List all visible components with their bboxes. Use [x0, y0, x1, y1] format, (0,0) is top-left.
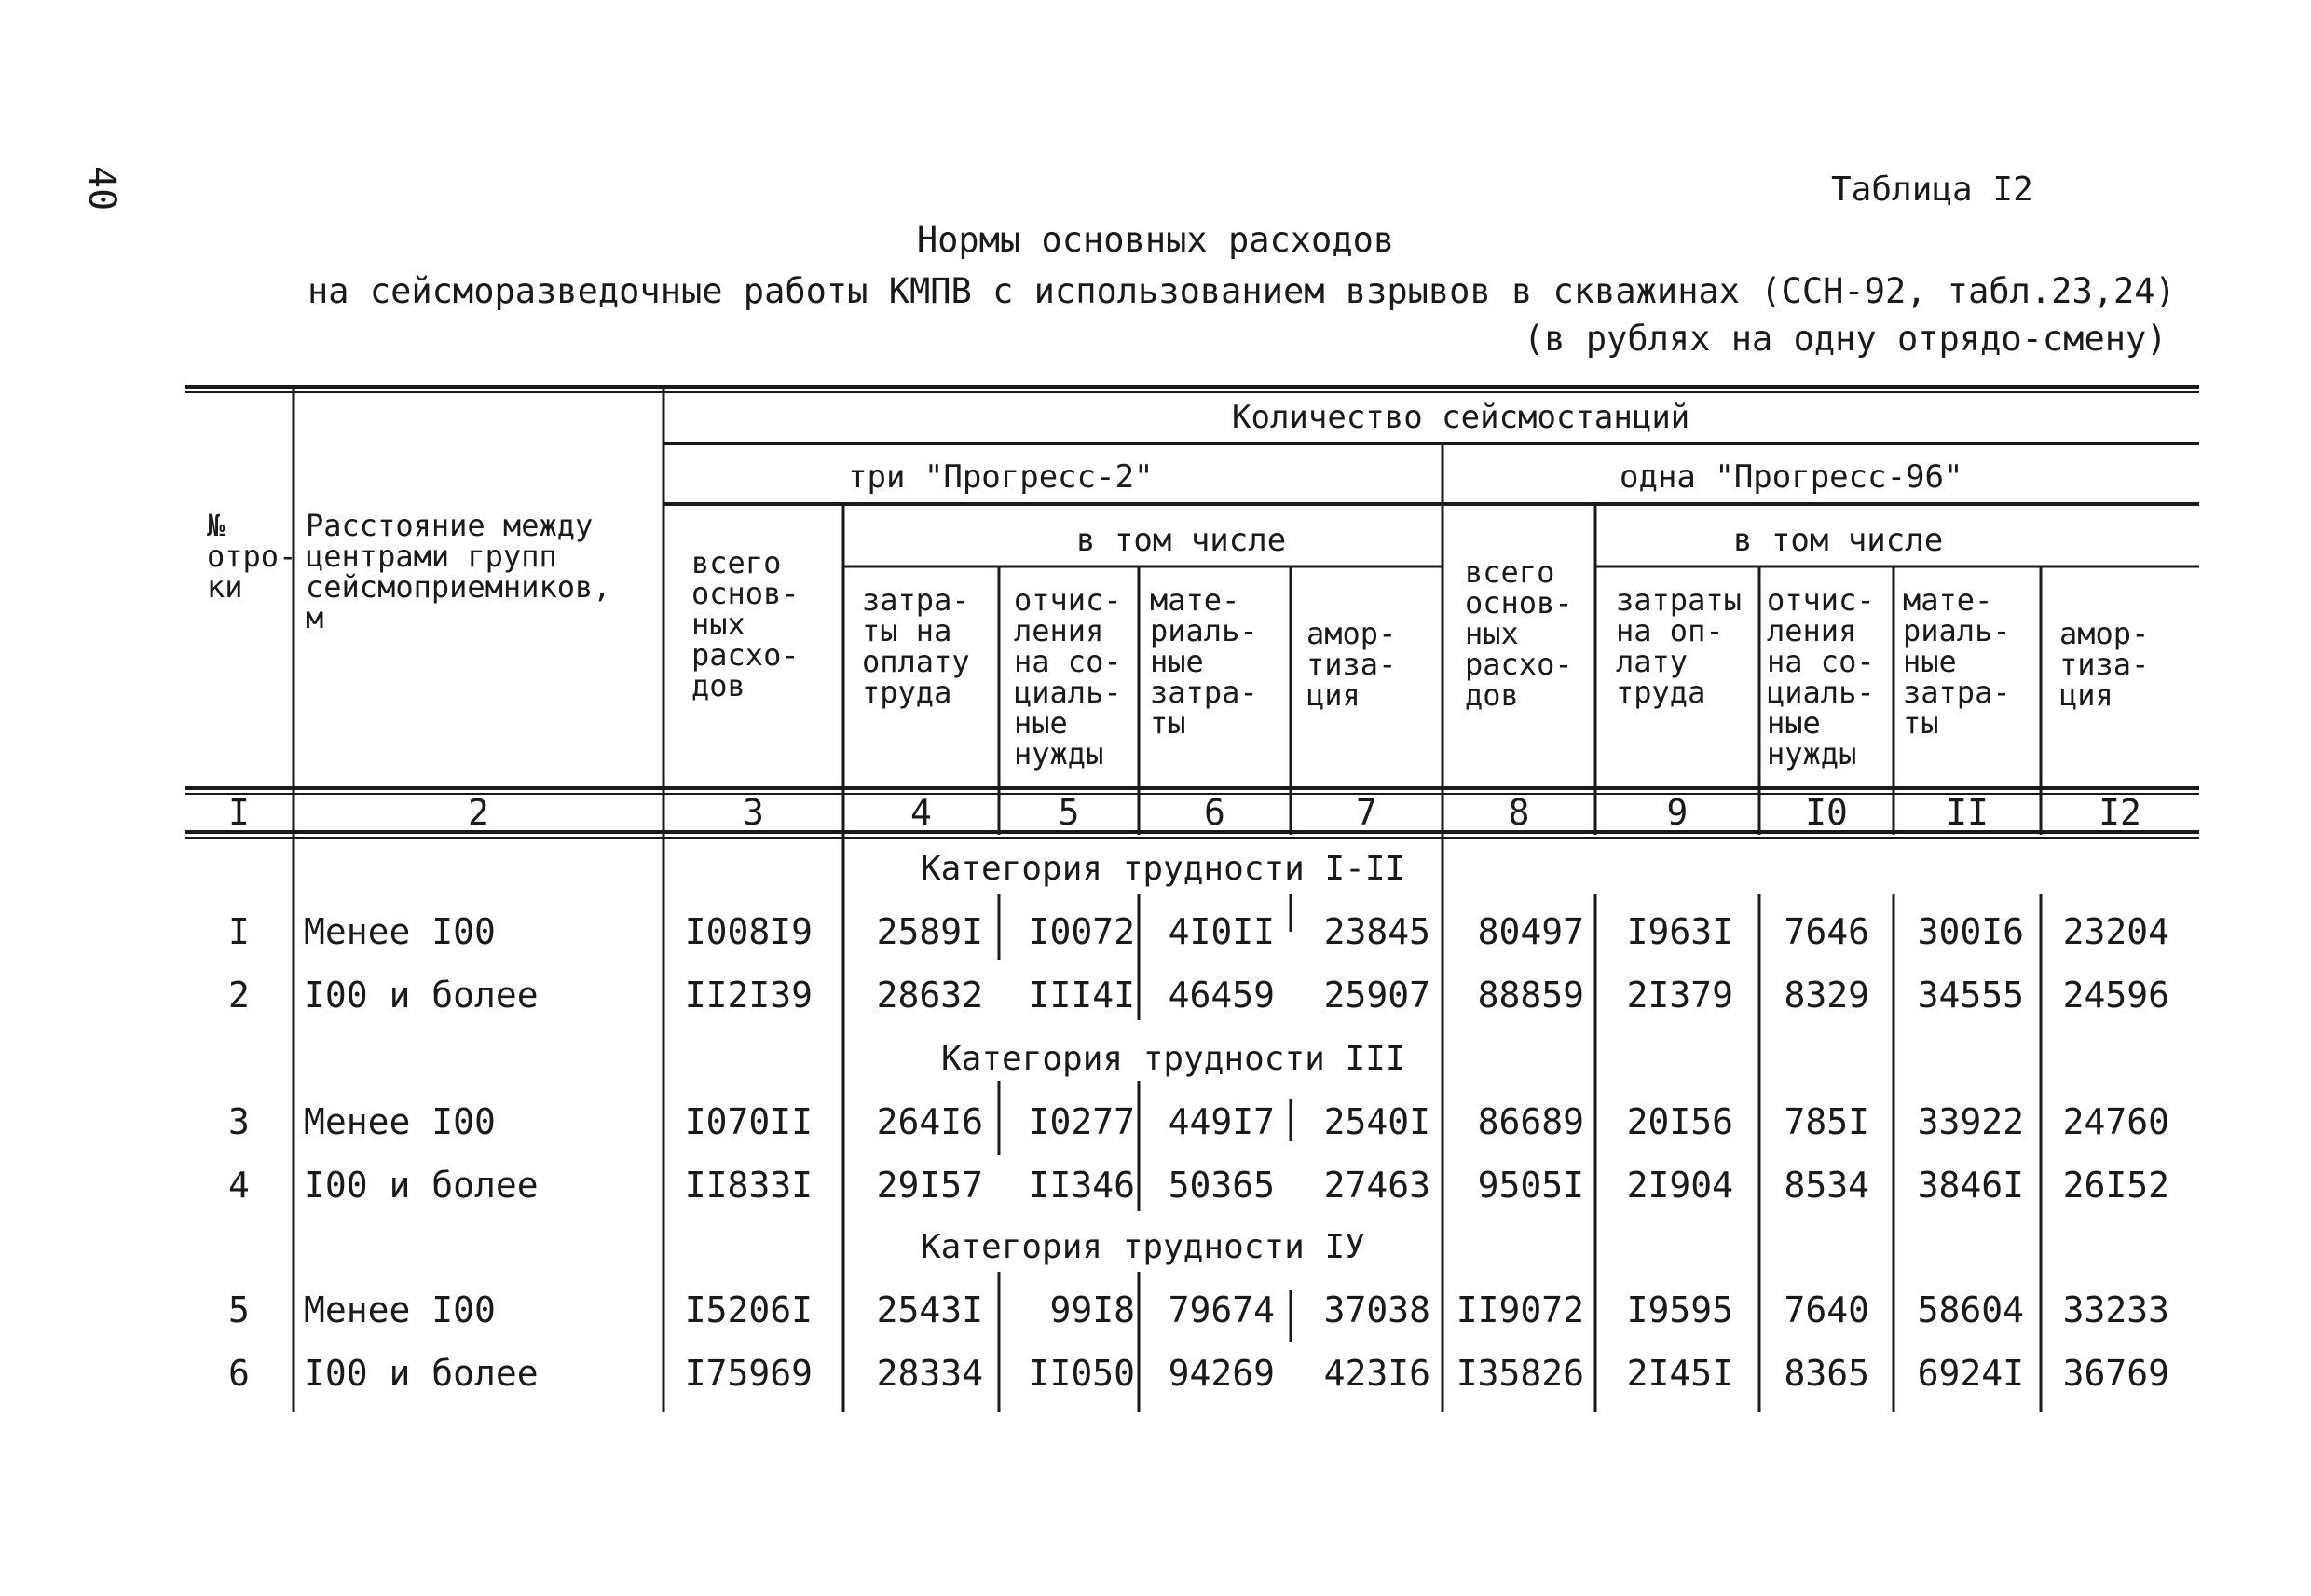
amortization-a-cell: 2540I [1323, 1101, 1430, 1142]
distance-cell: Менее I00 [304, 1289, 496, 1330]
column-number: I [228, 792, 250, 833]
header-material-b: мате- риаль- ные затра- ты [1903, 582, 2011, 741]
column-number: 7 [1356, 792, 1377, 833]
labor-b-cell: I9595 [1626, 1289, 1733, 1330]
row-number: 6 [228, 1353, 250, 1394]
distance-cell: I00 и более [304, 1165, 539, 1206]
material-a-cell: 79674 [1168, 1289, 1275, 1330]
header-stations: Количество сейсмостанций [1232, 399, 1690, 436]
category-heading: Категория трудности I-II [921, 850, 1406, 888]
amortization-b-cell: 26I52 [2062, 1165, 2169, 1206]
header-distance: Расстояние между центрами групп сейсмоприемников, м [306, 508, 611, 635]
header-group-progress-96: одна "Прогресс-96" [1620, 458, 1963, 496]
column-number: 6 [1204, 792, 1225, 833]
labor-a-cell: 29I57 [876, 1165, 983, 1206]
total-b-cell: 86689 [1477, 1101, 1584, 1142]
amortization-b-cell: 24760 [2062, 1101, 2169, 1142]
social-a-cell: 99I8 [1049, 1289, 1135, 1330]
total-b-cell: 88859 [1477, 975, 1584, 1016]
total-a-cell: II2I39 [684, 975, 813, 1016]
labor-a-cell: 264I6 [876, 1101, 983, 1142]
column-number: 2 [468, 792, 489, 833]
total-a-cell: I070II [684, 1101, 813, 1142]
social-a-cell: III4I [1028, 975, 1135, 1016]
header-amortization-b: амор- тиза- ция [2059, 616, 2150, 713]
material-a-cell: 94269 [1168, 1353, 1275, 1394]
social-b-cell: 7640 [1784, 1289, 1869, 1330]
table-units: (в рублях на одну отрядо-смену) [1524, 319, 2167, 359]
row-number: 4 [228, 1165, 250, 1206]
amortization-a-cell: 25907 [1323, 975, 1430, 1016]
social-a-cell: I0277 [1028, 1101, 1135, 1142]
material-a-cell: 449I7 [1168, 1101, 1275, 1142]
labor-b-cell: I963I [1626, 911, 1733, 952]
column-number: 3 [743, 792, 764, 833]
social-a-cell: I0072 [1028, 911, 1135, 952]
social-a-cell: II050 [1028, 1353, 1135, 1394]
total-a-cell: I75969 [684, 1353, 813, 1394]
total-b-cell: II9072 [1456, 1289, 1584, 1330]
total-b-cell: I35826 [1456, 1353, 1584, 1394]
labor-a-cell: 28632 [876, 975, 983, 1016]
header-material-a: мате- риаль- ные затра- ты [1150, 582, 1258, 741]
total-b-cell: 9505I [1477, 1165, 1584, 1206]
table-title: Нормы основных расходов [916, 220, 1395, 260]
amortization-a-cell: 23845 [1323, 911, 1430, 952]
total-a-cell: I008I9 [684, 911, 813, 952]
material-b-cell: 58604 [1917, 1289, 2024, 1330]
row-number: 5 [228, 1289, 250, 1330]
material-b-cell: 34555 [1917, 975, 2024, 1016]
header-including-b: в том числе [1733, 522, 1944, 559]
header-total-a: всего основ- ных расхо- дов [691, 545, 800, 703]
distance-cell: Менее I00 [304, 911, 496, 952]
category-heading: Категория трудности III [941, 1040, 1406, 1078]
header-labor-b: затраты на оп- лату труда [1616, 582, 1742, 710]
material-b-cell: 33922 [1917, 1101, 2024, 1142]
row-number: 2 [228, 975, 250, 1016]
amortization-b-cell: 33233 [2062, 1289, 2169, 1330]
material-a-cell: 4I0II [1168, 911, 1275, 952]
material-a-cell: 46459 [1168, 975, 1275, 1016]
social-b-cell: 7646 [1784, 911, 1869, 952]
labor-a-cell: 28334 [876, 1353, 983, 1394]
total-a-cell: I5206I [684, 1289, 813, 1330]
social-b-cell: 785I [1784, 1101, 1869, 1142]
labor-a-cell: 2543I [876, 1289, 983, 1330]
column-number: 8 [1508, 792, 1530, 833]
header-including-a: в том числе [1076, 522, 1287, 559]
amortization-b-cell: 36769 [2062, 1353, 2169, 1394]
labor-b-cell: 2I45I [1626, 1353, 1733, 1394]
page-number: 40 [80, 166, 123, 211]
column-number: I0 [1805, 792, 1848, 833]
row-number: I [228, 911, 250, 952]
total-b-cell: 80497 [1477, 911, 1584, 952]
material-b-cell: 3846I [1917, 1165, 2024, 1206]
amortization-a-cell: 37038 [1323, 1289, 1430, 1330]
amortization-a-cell: 423I6 [1323, 1353, 1430, 1394]
column-number: 5 [1058, 792, 1080, 833]
header-group-progress-2: три "Прогресс-2" [848, 458, 1154, 496]
header-social-a: отчис- ления на со- циаль- ные нужды [1014, 582, 1122, 771]
social-b-cell: 8329 [1784, 975, 1869, 1016]
header-labor-a: затра- ты на оплату труда [862, 582, 970, 710]
column-number: I2 [2099, 792, 2141, 833]
material-b-cell: 6924I [1917, 1353, 2024, 1394]
social-b-cell: 8365 [1784, 1353, 1869, 1394]
total-a-cell: II833I [684, 1165, 813, 1206]
distance-cell: Менее I00 [304, 1101, 496, 1142]
labor-b-cell: 2I379 [1626, 975, 1733, 1016]
labor-b-cell: 20I56 [1626, 1101, 1733, 1142]
social-a-cell: II346 [1028, 1165, 1135, 1206]
header-total-b: всего основ- ных расхо- дов [1465, 554, 1573, 713]
column-number: II [1946, 792, 1989, 833]
column-number: 4 [910, 792, 932, 833]
social-b-cell: 8534 [1784, 1165, 1869, 1206]
header-row-number: № отро- ки [207, 508, 297, 605]
table-label: Таблица I2 [1831, 171, 2033, 209]
distance-cell: I00 и более [304, 975, 539, 1016]
amortization-b-cell: 24596 [2062, 975, 2169, 1016]
column-number: 9 [1666, 792, 1689, 833]
material-b-cell: 300I6 [1917, 911, 2024, 952]
labor-a-cell: 2589I [876, 911, 983, 952]
amortization-b-cell: 23204 [2062, 911, 2169, 952]
amortization-a-cell: 27463 [1323, 1165, 1430, 1206]
row-number: 3 [228, 1101, 250, 1142]
header-amortization-a: амор- тиза- ция [1306, 616, 1397, 713]
table-subtitle: на сейсморазведочные работы КМПВ с использованием взрывов в скважинах (ССН-92, табл.23,24) [308, 271, 2176, 311]
distance-cell: I00 и более [304, 1353, 539, 1394]
header-social-b: отчис- ления на со- циаль- ные нужды [1767, 582, 1875, 771]
labor-b-cell: 2I904 [1626, 1165, 1733, 1206]
category-heading: Категория трудности IУ [921, 1228, 1365, 1266]
material-a-cell: 50365 [1168, 1165, 1275, 1206]
